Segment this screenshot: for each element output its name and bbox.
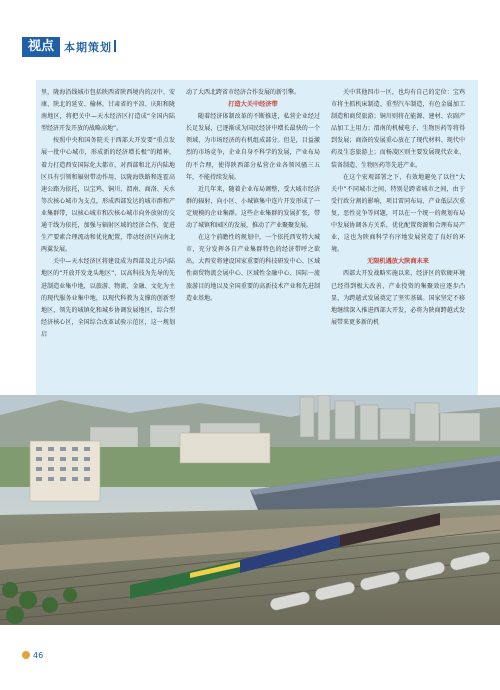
page-dot-icon <box>22 651 30 659</box>
paragraph: 西部大开发战略实施以来，经济区的软硬环境已经得到极大改善，产业投资的集聚效应逐步凸显，为跨越式发展奠定了坚实基础。国家坚定不移地继续深入推进西部大开发，必将为陕商跨越式发展带来更多新的机 <box>331 270 465 326</box>
paragraph: 在这个宏观部署之下，有效地避免了以往“大关中”不同城市之间，特别是跨省城市之间，由于受行政分割的影响，项目雷同布局、产业低层次重复，恶性竞争等问题，可以在一个统一的规划布局中发展协调各方关系，优化配置资源和合理布局产业，这也为陕商科学有序地发展营造了良好的环境。 <box>331 173 465 254</box>
article-column-2 <box>186 87 320 305</box>
section-subheading: 打造大关中经济带 <box>228 101 278 109</box>
paragraph: 里，陇海沿线城市包括陕西省陕西境内的汉中、安康、陕北的延安、榆林，甘肃省的平凉、庆阳和陇南地区，将把关中—天水经济区打造成“全国内陆型经济开发开放的战略高地”。 <box>41 89 175 133</box>
article-column-1 <box>41 87 175 341</box>
column-title <box>64 39 116 55</box>
city-railway-photo <box>0 395 500 625</box>
paragraph: 动了大西北跨省市经济合作发展的新引擎。 <box>186 89 301 96</box>
paragraph: 按照中央和国务院关于西部大开发要“重点发展一批中心城市，形成新的经济增长极”的精神，着力打造西安国际化大都市，对西部和北方内陆地区具有引领和辐射带动作用，以陇海铁路和连霍高速公路为依托，以宝鸡、铜川、渭南、商洛、天水等次核心城市为支点，形成西部发达的城市群和产业集群带，以核心城市和次核心城市向外放射的交通干线为依托，加强与辐射区域的经济合作，促进生产要素合理流动和优化配置，带动经济区向南北两翼发展。 <box>41 137 175 254</box>
paragraph: 随着经济体制改革的不断推进，私营企业经过长足发展，已逐渐成为国民经济中增长最快的一个领域，为市场经济的有机组成部分。但是，目益激烈的市场竞争，企业自身不科学的发展，产业布局的不合理，使得陕西部分私营企业各领风骚三五年，不能持续发展。 <box>186 113 320 181</box>
paragraph: 近几年来，随着企业布局调整，受大城市经济群的辐射，向小区、小城镇集中连片开发形成了一定规模的企业集群。这些企业集群的发展扩张，带动了城镇和园区的发展，推动了产业聚聚发展。 <box>186 185 320 230</box>
paragraph: 关中—天水经济区将建设成为西部及北方内陆地区的“开放开发龙头地区”，以高科技为先导的先进制造业集中地，以旅游、物流、金融、文化为主的现代服务业集中地，以现代科教为支撑的创新型地区，领先的城镇化和城乡协调发展地区，综合型经济核心区，全国综合改革试验示范区，这一规划启 <box>41 258 175 338</box>
city-railway-photo-illustration <box>0 395 500 625</box>
paragraph: 关中其他四市一区，也均有自己的定位：宝鸡市将主抓机床制造、重型汽车制造，有色金属加工制造和商贸旅游；铜川则将在能源、建材、农副产品加工上用力；渭南的机械电子、生物医药等将得到发展；商洛的发展重心放在了现代材料、现代中药及生态旅游上；而杨凌区则主要发展现代农业、装备制造、生物医药等先进产业。 <box>331 89 465 169</box>
section-subheading: 无限机遇放大陕商未来 <box>367 258 429 266</box>
article-column-3 <box>331 87 465 329</box>
magazine-section-logo: 视点 <box>22 37 60 57</box>
paragraph: 在这个前瞻性的规划中，一个依托西安特大城市，充分发挥各自产业集群特色的经济带呼之欲出。大西安将建设国家重要的科技研发中心、区域性商贸物流会展中心、区域性金融中心、国际一流旅游目的地以及全国重要的高新技术产业和先进制造业基地。 <box>186 234 320 302</box>
title-bar-icon <box>114 40 116 52</box>
column-title-text: 本期策划 <box>64 41 112 54</box>
page-number-text: 46 <box>33 651 44 660</box>
page-number <box>22 651 43 660</box>
column-header <box>22 37 142 59</box>
